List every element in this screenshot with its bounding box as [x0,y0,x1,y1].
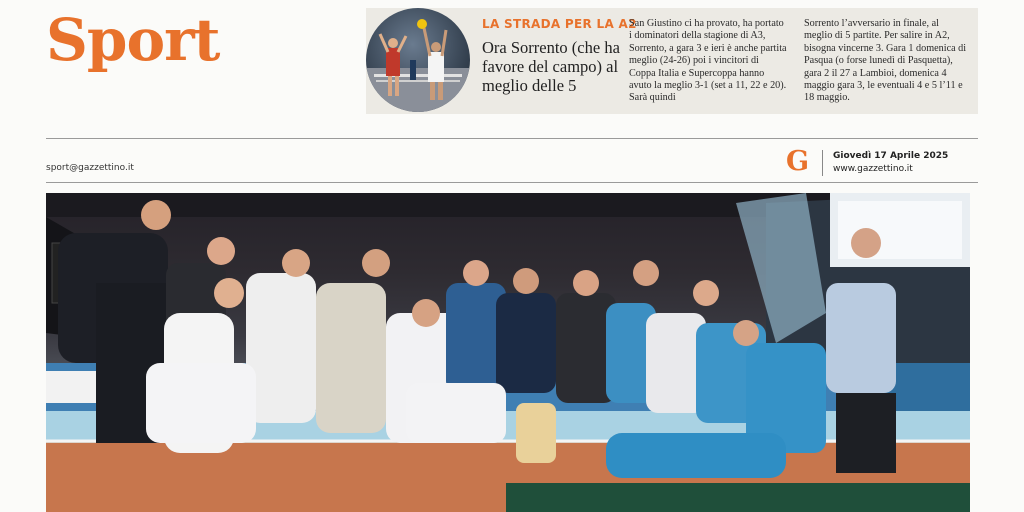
promo-box[interactable] [366,8,978,114]
promo-text-column-1: San Giustino ci ha provato, ha portato i dominatori della stagione di A3, Sorrento, a gara 3 e ieri è anche partita meglio (24-26) poi i vincitori di Coppa Italia e Supercoppa hanno avuto la meglio 3-1 (set a 11, 22 e 20). Sarà quindi [629,18,787,104]
issue-date: Giovedì 17 Aprile 2025 [833,151,949,161]
masthead-date-box [822,150,948,176]
promo-photo [366,8,470,112]
divider-top [46,138,978,139]
team-photo-illustration [46,193,970,512]
volleyball-players-image [366,8,470,112]
divider-bottom [46,182,978,183]
promo-text-column-2: Sorrento l’avversario in finale, al meglio di 5 partite. Per salire in A2, bisogna vincerne 3. Gara 1 domenica di Pasqua (o forse lunedì di Pasquetta), gara 2 il 27 a Lambioi, domenica 4 maggio gara 3, le eventuali 4 e 5 l’11 e 18 maggio. [804,18,967,104]
website[interactable]: www.gazzettino.it [833,164,913,174]
section-email[interactable]: sport@gazzettino.it [46,163,134,173]
promo-kicker: LA STRADA PER LA A2 [482,17,637,31]
promo-headline[interactable]: Ora Sorrento (che ha favore del campo) al meglio delle 5 [482,38,620,95]
gazzettino-logo: G [786,146,810,177]
team-celebration-photo [46,193,970,512]
section-title: Sport [46,6,220,74]
